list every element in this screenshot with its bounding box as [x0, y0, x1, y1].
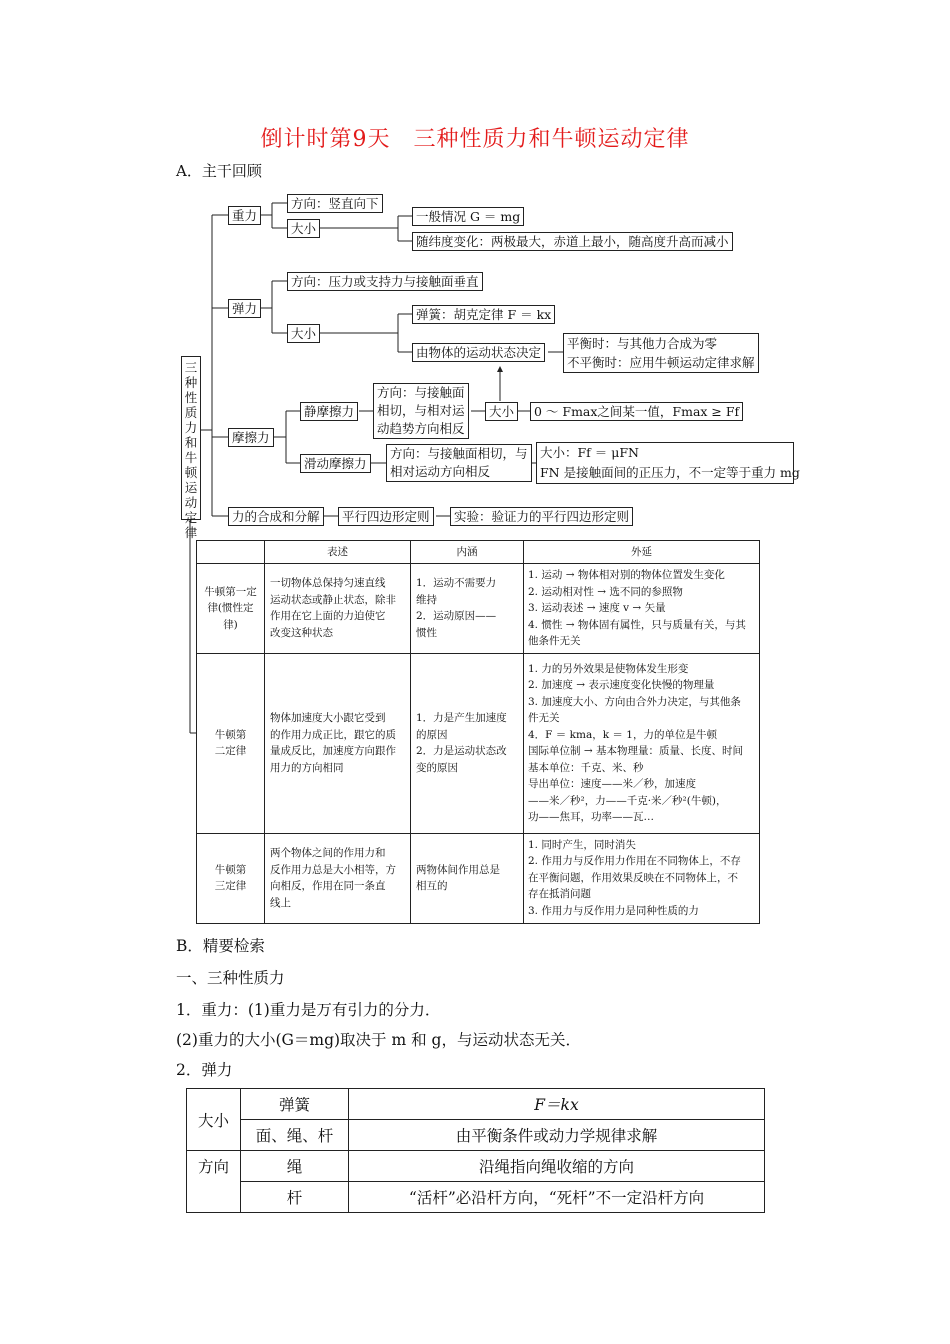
gravity-latitude-node: 随纬度变化：两极最大，赤道上最小，随高度升高而减小 — [412, 232, 733, 251]
table-row — [187, 1182, 765, 1213]
law-extension-cell: 1. 同时产生，同时消失 2. 作用力与反作用力作用在不同物体上，不存 在平衡问题，作用效果反映在不同物体上，不 存在抵消问题 3. 作用力与反作用力是同种性质的力 — [524, 833, 760, 923]
root-topic-char: 力 — [184, 420, 198, 435]
header-cell — [197, 541, 265, 564]
description-cell: 由平衡条件或动力学规律求解 — [349, 1120, 765, 1151]
motion-state-node: 由物体的运动状态决定 — [412, 343, 545, 362]
direction-label-cell: 方向 — [187, 1151, 241, 1213]
root-topic-char: 运 — [184, 480, 198, 495]
size-label-cell: 大小 — [187, 1089, 241, 1151]
static-dir-line: 方向：与接触面 — [377, 385, 465, 400]
elastic-node: 弹力 — [228, 299, 261, 318]
elastic-size-node: 大小 — [287, 324, 320, 343]
law-extension-cell: 1. 力的另外效果是使物体发生形变 2. 加速度 → 表示速度变化快慢的物理量 3. 加速度大小、方向由合外力决定，与其他条 件无关 4．F ＝ kma，k ＝ 1，力的单位是牛顿 国际单位制 → 基本物理量：质量、长度、时间 基本单位：千克、米、秒 导出单位：速度——米／秒，加速度 ——米／秒²，力——千克·米／秒²(牛顿)， 功——焦耳，功率——瓦… — [524, 653, 760, 833]
root-topic-char: 种 — [184, 375, 198, 390]
gravity-item-2: (2)重力的大小(G＝mg)取决于 m 和 g，与运动状态无关． — [176, 1031, 581, 1049]
header-cell: 表述 — [265, 541, 411, 564]
heading-three-forces: 一、三种性质力 — [176, 969, 285, 987]
root-topic-char: 定 — [184, 510, 198, 525]
law-meaning-cell: 两物体间作用总是 相互的 — [411, 833, 524, 923]
description-cell: 沿绳指向绳收缩的方向 — [349, 1151, 765, 1182]
friction-node: 摩擦力 — [228, 428, 274, 447]
law-meaning-cell: 1．运动不需要力 维持 2．运动原因—— 惯性 — [411, 564, 524, 654]
spring-node: 弹簧：胡克定律 F ＝ kx — [412, 305, 555, 324]
sliding-dir-line: 相对运动方向相反 — [390, 464, 491, 479]
law-extension-cell: 1. 运动 → 物体相对别的物体位置发生变化 2. 运动相对性 → 选不同的参照物 3. 运动表述 → 速度 v → 矢量 4. 惯性 → 物体固有属性，只与质量有关，与其 他条件无关 — [524, 564, 760, 654]
law-name-cell: 牛顿第 三定律 — [197, 833, 265, 923]
experiment-node: 实验：验证力的平行四边形定则 — [450, 507, 633, 526]
gravity-direction-node: 方向：竖直向下 — [287, 194, 383, 213]
sliding-direction-node — [386, 444, 532, 482]
static-size-node: 大小 — [485, 402, 518, 421]
static-dir-line: 相切，与相对运 — [377, 403, 465, 418]
elastic-direction-node: 方向：压力或支持力与接触面垂直 — [287, 272, 483, 291]
balance-text: 平衡时：与其他力合成为零 — [567, 336, 718, 351]
object-cell: 绳 — [241, 1151, 349, 1182]
law-statement-cell: 两个物体之间的作用力和 反作用力总是大小相等，方 向相反，作用在同一条直 线上 — [265, 833, 411, 923]
parallelogram-node: 平行四边形定则 — [338, 507, 434, 526]
sliding-friction-node: 滑动摩擦力 — [300, 454, 371, 473]
table-row — [197, 564, 760, 654]
law-name-cell: 牛顿第 二定律 — [197, 653, 265, 833]
section-b-heading: B．精要检索 — [176, 937, 265, 955]
root-topic-char: 牛 — [184, 450, 198, 465]
law-statement-cell: 一切物体总保持匀速直线 运动状态或静止状态，除非 作用在它上面的力迫使它 改变这种状态 — [265, 564, 411, 654]
object-cell: 弹簧 — [241, 1089, 349, 1120]
section-a-heading: A．主干回顾 — [176, 162, 262, 180]
root-topic-char: 动 — [184, 495, 198, 510]
root-topic-box — [181, 356, 201, 540]
header-cell: 外延 — [524, 541, 760, 564]
root-topic-char: 性 — [184, 390, 198, 405]
static-dir-line: 动趋势方向相反 — [377, 421, 465, 436]
static-range-node: 0 ～ Fmax之间某一值，Fmax ≥ Ff — [530, 402, 743, 421]
sliding-size-line: FN 是接触面间的正压力，不一定等于重力 mg — [540, 465, 800, 480]
description-cell: “活杆”必沿杆方向，“死杆”不一定沿杆方向 — [349, 1182, 765, 1213]
object-cell: 杆 — [241, 1182, 349, 1213]
root-topic-char: 三 — [184, 360, 198, 375]
gravity-size-node: 大小 — [287, 219, 320, 238]
newton-laws-table — [196, 540, 760, 924]
unbalance-text: 不平衡时：应用牛顿运动定律求解 — [567, 355, 755, 370]
table-header-row — [197, 541, 760, 564]
gravity-item: 1．重力：(1)重力是万有引力的分力． — [176, 1001, 441, 1019]
static-friction-node: 静摩擦力 — [300, 402, 358, 421]
root-topic-char: 和 — [184, 435, 198, 450]
law-name-cell: 牛顿第一定 律(惯性定律) — [197, 564, 265, 654]
law-meaning-cell: 1．力是产生加速度 的原因 2．力是运动状态改 变的原因 — [411, 653, 524, 833]
page-title: 倒计时第9天 三种性质力和牛顿运动定律 — [260, 127, 690, 152]
balance-node — [563, 333, 759, 373]
table-row — [187, 1151, 765, 1182]
table-row — [197, 833, 760, 923]
object-cell: 面、绳、杆 — [241, 1120, 349, 1151]
sliding-dir-line: 方向：与接触面相切，与 — [390, 446, 528, 461]
root-topic-char: 质 — [184, 405, 198, 420]
table-row — [187, 1120, 765, 1151]
sliding-size-node — [536, 442, 800, 484]
static-direction-node — [373, 383, 469, 439]
compose-node: 力的合成和分解 — [228, 507, 324, 526]
gravity-node: 重力 — [228, 206, 261, 225]
root-topic-char: 律 — [184, 525, 198, 540]
elastic-item: 2．弹力 — [176, 1061, 233, 1079]
header-cell: 内涵 — [411, 541, 524, 564]
description-cell: F＝kx — [349, 1089, 765, 1120]
table-row — [197, 653, 760, 833]
root-topic-char: 顿 — [184, 465, 198, 480]
elastic-force-table — [186, 1088, 765, 1213]
sliding-size-line: 大小：Ff ＝ μFN — [540, 445, 639, 460]
table-row — [187, 1089, 765, 1120]
gravity-general-node: 一般情况 G ＝ mg — [412, 207, 524, 226]
law-statement-cell: 物体加速度大小跟它受到 的作用力成正比，跟它的质 量成反比，加速度方向跟作 用力的方向相同 — [265, 653, 411, 833]
